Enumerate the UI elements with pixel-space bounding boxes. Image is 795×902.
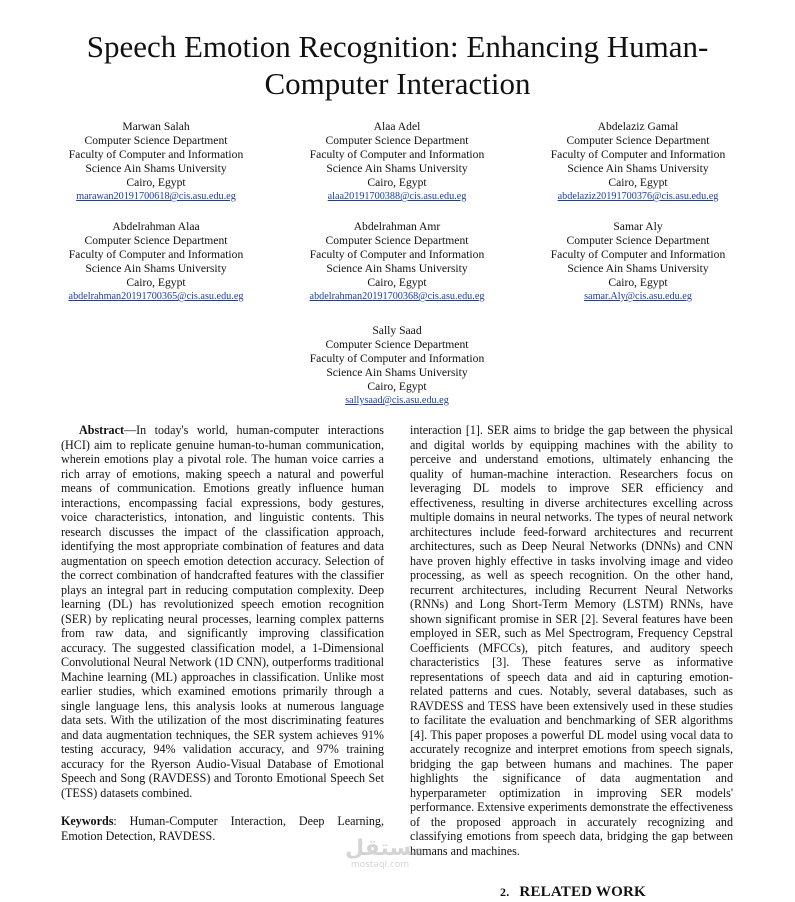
keywords-heading: Keywords xyxy=(61,814,114,828)
author-name: Samar Aly xyxy=(613,220,663,233)
author-city: Cairo, Egypt xyxy=(126,176,186,189)
author-email-link[interactable]: alaa20191700388@cis.asu.edu.eg xyxy=(327,191,467,202)
author-dept: Computer Science Department xyxy=(325,338,469,351)
author-name: Abdelaziz Gamal xyxy=(597,120,679,133)
paper-title: Speech Emotion Recognition: Enhancing Human-Computer Interaction xyxy=(86,29,709,101)
author-faculty: Faculty of Computer and Information xyxy=(550,148,726,161)
abstract-text: In today's world, human-computer interactions (HCI) aim to replicate genuine human-to-human communication, wherein emotions play a pivotal role. The human voice carries a rich array of emotions, making speech a natural and powerful means of communication. Emotions greatly influence human interactions, encompassing facial expressions, body gestures, voice characteristics, intonation, and linguistic contents. This research discusses the impact of the classification approach, identifying the most appropriate combination of features and data augmentation on speech emotion detection accuracy. Selection of the correct combination of handcrafted features with the classifier plays an integral part in reducing computation complexity. Deep learning (DL) has revolutionized speech emotion recognition (SER) by replicating neural processes, learning complex patterns from raw data, and significantly improving classification accuracy. The suggested classification model, a 1-Dimensional Convolutional Neural Network (1D CNN), outperforms traditional Machine learning (ML) approaches in classification. Unlike most earlier studies, which examined emotions primarily through a single language lens, this analysis looks at numerous language data sets. With the utilization of the most discriminating features and data augmentation techniques, the SER system achieves 91% testing accuracy, 94% validation accuracy, and 97% training accuracy for the Ryerson Audio-Visual Database of Emotional Speech and Song (RAVDESS) and Toronto Emotional Speech Set (TESS) datasets combined. xyxy=(61,423,384,800)
author-name: Alaa Adel xyxy=(373,120,421,133)
abstract-heading: Abstract xyxy=(79,423,125,437)
author-university: Science Ain Shams University xyxy=(85,262,227,275)
author-city: Cairo, Egypt xyxy=(608,276,668,289)
author-email-link[interactable]: samar.Aly@cis.asu.edu.eg xyxy=(584,291,692,302)
author-block xyxy=(518,120,758,204)
left-column xyxy=(61,423,384,843)
author-dept: Computer Science Department xyxy=(325,234,469,247)
author-email-link[interactable]: marawan20191700618@cis.asu.edu.eg xyxy=(76,191,236,202)
keywords-text: : Human-Computer Interaction, Deep Learning, Emotion Detection, RAVDESS. xyxy=(61,814,384,843)
author-university: Science Ain Shams University xyxy=(326,262,468,275)
author-faculty: Faculty of Computer and Information xyxy=(309,248,485,261)
author-name: Marwan Salah xyxy=(122,120,190,133)
author-city: Cairo, Egypt xyxy=(367,380,427,393)
abstract-paragraph xyxy=(61,423,384,800)
section-number: 2. xyxy=(500,885,510,899)
author-email-link[interactable]: abdelrahman20191700368@cis.asu.edu.eg xyxy=(309,291,485,302)
section-heading xyxy=(500,884,646,901)
author-city: Cairo, Egypt xyxy=(608,176,668,189)
author-dept: Computer Science Department xyxy=(84,234,228,247)
author-block xyxy=(36,120,276,204)
author-dept: Computer Science Department xyxy=(566,234,710,247)
author-block xyxy=(277,324,517,408)
watermark-arabic: مستقل xyxy=(345,836,426,861)
author-name: Abdelrahman Amr xyxy=(353,220,441,233)
author-city: Cairo, Egypt xyxy=(367,176,427,189)
author-dept: Computer Science Department xyxy=(84,134,228,147)
author-email-link[interactable]: abdelaziz20191700376@cis.asu.edu.eg xyxy=(557,191,719,202)
author-city: Cairo, Egypt xyxy=(126,276,186,289)
author-email-link[interactable]: sallysaad@cis.asu.edu.eg xyxy=(345,395,449,406)
author-university: Science Ain Shams University xyxy=(326,162,468,175)
author-block xyxy=(277,120,517,204)
author-university: Science Ain Shams University xyxy=(567,162,709,175)
right-column xyxy=(410,423,733,858)
author-email-link[interactable]: abdelrahman20191700365@cis.asu.edu.eg xyxy=(68,291,244,302)
author-faculty: Faculty of Computer and Information xyxy=(309,148,485,161)
abstract-dash: — xyxy=(124,423,137,437)
author-university: Science Ain Shams University xyxy=(326,366,468,379)
author-block xyxy=(518,220,758,304)
intro-paragraph: interaction [1]. SER aims to bridge the gap between the physical and digital worlds by equipping machines with the ability to perceive and understand emotions, ultimately enhancing the quality of human-machine interaction. Researchers focus on leveraging DL models to improve SER efficiency and effectiveness, resulting in diverse architectures excelling across multiple domains in neural networks. The types of neural network architectures include feed-forward architectures and recurrent architectures, such as Deep Neural Networks (DNNs) and CNN have proven highly effective in tasks involving image and video processing, as well as speech recognition. On the other hand, recurrent architectures, including Recurrent Neural Networks (RNNs) and Long Short-Term Memory (LSTM) RNNs, have shown significant promise in SER [2]. Several features have been employed in SER, such as Mel Spectrogram, Frequency Cepstral Coefficients (MFCCs), pitch features, and auditory speech characteristics [3]. These features serve as informative representations of speech data and aid in capturing emotion-related patterns and cues. Notably, several databases, such as RAVDESS and TESS have been extensively used in these studies to facilitate the evaluation and benchmarking of SER algorithms [4]. This paper proposes a powerful DL model using vocal data to accurately recognize and interpret emotions from speech signals, bridging the gap between humans and machines. The paper highlights the significance of data augmentation and hyperparameter optimization in improving SER models' performance. Extensive experiments demonstrate the effectiveness of the proposed approach in accurately recognizing and classifying emotions from speech data, bridging the gap between humans and machines. xyxy=(410,423,733,858)
author-university: Science Ain Shams University xyxy=(567,262,709,275)
author-university: Science Ain Shams University xyxy=(85,162,227,175)
author-dept: Computer Science Department xyxy=(325,134,469,147)
author-dept: Computer Science Department xyxy=(566,134,710,147)
author-block xyxy=(277,220,517,304)
keywords-paragraph xyxy=(61,814,384,843)
watermark-logo xyxy=(345,836,426,878)
author-name: Abdelrahman Alaa xyxy=(112,220,200,233)
author-faculty: Faculty of Computer and Information xyxy=(309,352,485,365)
author-faculty: Faculty of Computer and Information xyxy=(68,248,244,261)
watermark-latin: mostaql.com xyxy=(350,860,410,870)
author-block xyxy=(36,220,276,304)
author-faculty: Faculty of Computer and Information xyxy=(550,248,726,261)
author-city: Cairo, Egypt xyxy=(367,276,427,289)
author-name: Sally Saad xyxy=(372,324,422,337)
section-title: RELATED WORK xyxy=(519,884,646,900)
author-faculty: Faculty of Computer and Information xyxy=(68,148,244,161)
